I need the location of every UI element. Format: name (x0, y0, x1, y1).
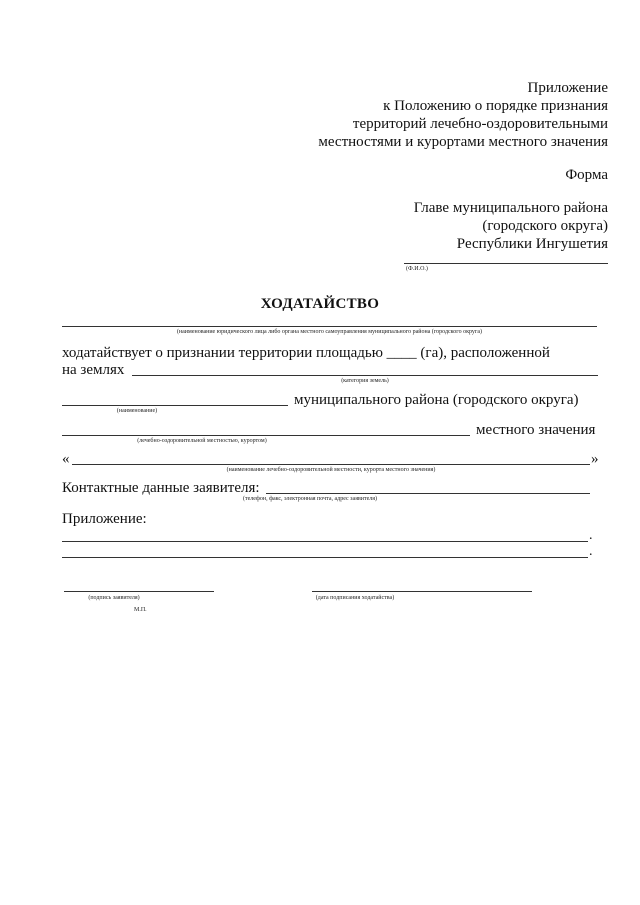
signature-field-line[interactable] (64, 591, 214, 592)
date-field-line[interactable] (312, 591, 532, 592)
document-title: ХОДАТАЙСТВО (260, 296, 380, 312)
locality-name-field-line[interactable] (72, 464, 590, 465)
contacts-field-line[interactable] (266, 493, 590, 494)
contacts-label: Контактные данные заявителя: (62, 480, 260, 496)
date-caption: (дата подписания ходатайства) (315, 595, 395, 601)
period-1: . (589, 528, 593, 543)
addressee-line-1: Главе муниципального района (413, 200, 608, 216)
contacts-caption: (телефон, факс, электронная почта, адрес заявителя) (242, 496, 378, 502)
stamp-label: М.П. (134, 607, 147, 613)
locality-type-field-line[interactable] (62, 435, 470, 436)
fio-field-line[interactable] (404, 263, 608, 264)
appendix-field-line-1[interactable] (62, 541, 588, 542)
locality-caption: (наименование лечебно-оздоровительной местности, курорта местного значения) (226, 467, 436, 473)
appendix-field-line-2[interactable] (62, 557, 588, 558)
addressee-line-2: (городского округа) (482, 218, 608, 234)
significance-suffix: местного значения (476, 422, 596, 438)
land-category-field-line[interactable] (132, 375, 598, 376)
appendix-line-2: к Положению о порядке признания (383, 98, 608, 114)
applicant-field-line[interactable] (62, 326, 597, 327)
period-2: . (589, 544, 593, 559)
quote-close: » (591, 451, 599, 467)
appendix-heading: Приложение (527, 80, 608, 96)
form-label: Форма (565, 167, 608, 183)
type-caption: (лечебно-оздоровительной местностью, курортом) (137, 438, 267, 444)
addressee-line-3: Республики Ингушетия (456, 236, 608, 252)
appendix-line-3: территорий лечебно-оздоровительными (352, 116, 608, 132)
appendix-label: Приложение: (62, 511, 147, 527)
applicant-caption: (наименование юридического лица либо органа местного самоуправления муниципального района (городского округа) (176, 329, 483, 335)
petition-text-row-1: ходатайствует о признании территории площадью ____ (га), расположенной (62, 345, 550, 361)
fio-caption: (Ф.И.О.) (406, 266, 428, 272)
quote-open: « (62, 451, 70, 467)
land-caption: (категория земель) (341, 378, 389, 384)
land-prefix: на землях (62, 362, 125, 378)
signature-caption: (подпись заявителя) (88, 595, 140, 601)
district-name-field-line[interactable] (62, 405, 288, 406)
name-caption: (наименование) (116, 408, 158, 414)
district-suffix: муниципального района (городского округа) (294, 392, 579, 408)
appendix-line-4: местностями и курортами местного значения (318, 134, 608, 150)
